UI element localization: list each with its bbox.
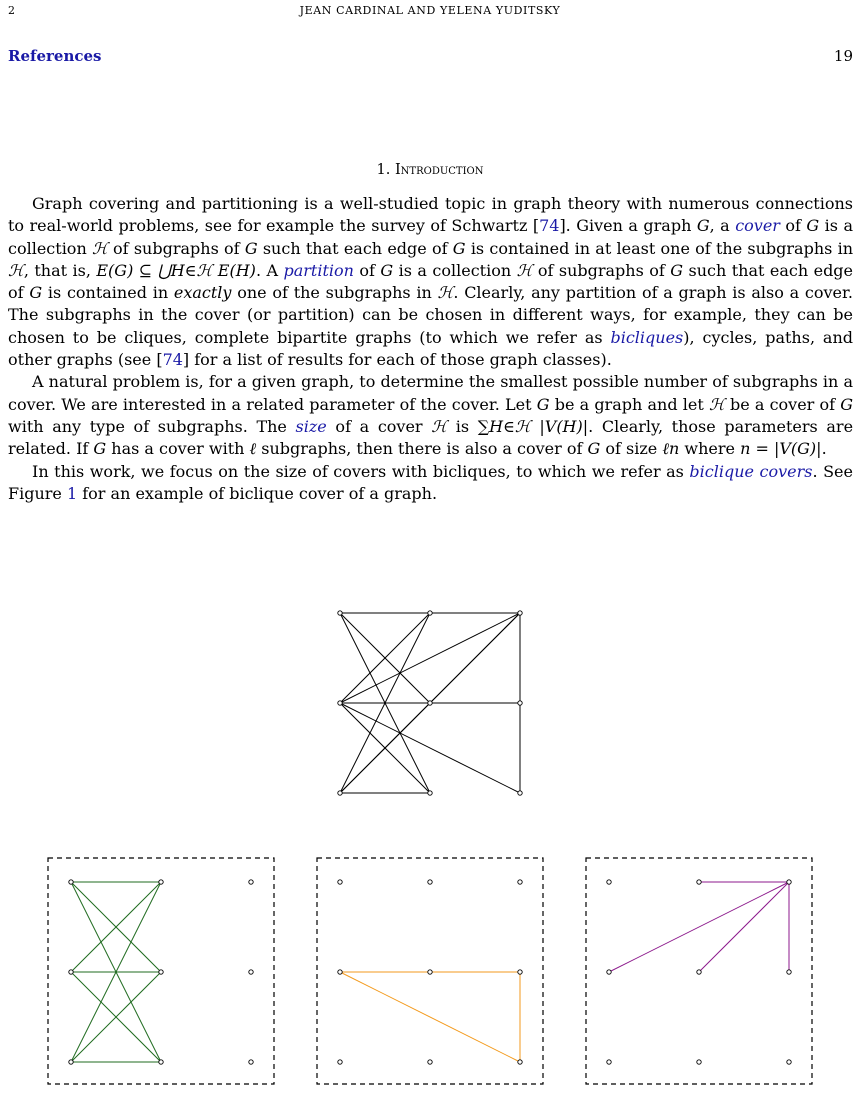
- text: . A: [255, 260, 284, 280]
- formula: ∑H∈ℋ |V(H)|: [477, 416, 589, 436]
- cover-link[interactable]: cover: [735, 216, 780, 236]
- text: subgraphs, then there is also a cover of: [256, 439, 588, 459]
- graph-vertex: [428, 611, 432, 615]
- graph-vertex: [338, 880, 342, 884]
- paragraph: [8, 371, 853, 460]
- partition-link[interactable]: partition: [283, 260, 354, 280]
- graph-vertex: [69, 880, 73, 884]
- text: . See Figure: [8, 461, 853, 503]
- graph-vertex: [338, 970, 342, 974]
- text: is: [447, 416, 478, 436]
- emphasis: exactly: [173, 283, 232, 303]
- graph-vertex: [159, 970, 163, 974]
- text: be a graph and let: [549, 394, 709, 414]
- text: is a collection: [393, 260, 517, 280]
- math: ℋ: [8, 260, 24, 280]
- text: be a cover of: [724, 394, 841, 414]
- text: of: [779, 216, 807, 236]
- math: G: [29, 283, 43, 303]
- graph-vertex: [518, 611, 522, 615]
- size-link[interactable]: size: [295, 416, 327, 436]
- graph-vertex: [787, 880, 791, 884]
- paragraph: [8, 193, 853, 371]
- text: for an example of biclique cover of a graph.: [77, 483, 438, 503]
- graph-vertex: [338, 701, 342, 705]
- citation-link[interactable]: 74: [539, 216, 560, 236]
- running-head-authors: JEAN CARDINAL AND YELENA YUDITSKY: [299, 4, 561, 17]
- formula: ℓn: [662, 439, 680, 459]
- text: of subgraphs of: [532, 260, 671, 280]
- graph-vertex: [69, 970, 73, 974]
- math: G: [806, 216, 820, 236]
- bicliques-link[interactable]: bicliques: [610, 327, 684, 347]
- biclique-cover-panel-2: [314, 855, 546, 1087]
- math: G: [696, 216, 710, 236]
- text: . Clearly, those parameters are related. If: [8, 416, 854, 459]
- graph-vertex: [607, 1060, 611, 1064]
- math: G: [244, 238, 258, 258]
- math: ℋ: [91, 238, 108, 258]
- biclique-cover-panel-1: [45, 855, 277, 1087]
- graph-vertex: [428, 791, 432, 795]
- running-head: [0, 4, 860, 20]
- graph-vertex: [428, 970, 432, 974]
- text: is contained in at least one of the subgraphs in: [465, 238, 854, 258]
- text: In this work, we focus on the size of covers with bicliques, to which we refer as: [32, 461, 690, 481]
- math: ℋ: [437, 283, 454, 303]
- graph-vertex: [338, 611, 342, 615]
- graph-vertex: [518, 880, 522, 884]
- text: ]. Given a graph: [559, 216, 697, 236]
- graph-vertex: [338, 1060, 342, 1064]
- graph-vertex: [159, 1060, 163, 1064]
- graph-vertex: [518, 791, 522, 795]
- graph-vertex: [338, 791, 342, 795]
- text: , a: [709, 216, 736, 236]
- graph-vertex: [697, 1060, 701, 1064]
- body-text: [8, 193, 853, 505]
- graph-vertex: [159, 880, 163, 884]
- text: of: [353, 260, 381, 280]
- math: ℋ: [431, 416, 448, 436]
- graph-vertex: [249, 880, 253, 884]
- main-graph-figure: [330, 603, 530, 803]
- text: .: [821, 439, 827, 459]
- graph-vertex: [518, 1060, 522, 1064]
- graph-vertex: [787, 970, 791, 974]
- text: is contained in: [42, 283, 174, 303]
- section-title: Introduction: [394, 162, 484, 178]
- math: ℓ: [249, 439, 257, 459]
- toc-references-row: [8, 47, 853, 69]
- graph-vertex: [607, 970, 611, 974]
- graph-edge: [340, 703, 520, 793]
- text: of subgraphs of: [107, 238, 245, 258]
- text: . Clearly, any partition of a graph is also a cover. The subgraphs in the cover (or partition) can be chosen in different ways, for example, they can be chosen to be cliques, complete bipartite graphs (to which we refer as: [8, 283, 853, 347]
- text: of size: [600, 439, 663, 459]
- math: G: [536, 394, 550, 414]
- references-page-number: 19: [833, 47, 853, 65]
- text: where: [679, 439, 741, 459]
- math: G: [587, 439, 601, 459]
- graph-vertex: [697, 970, 701, 974]
- graph-vertex: [428, 1060, 432, 1064]
- graph-edge: [340, 972, 520, 1062]
- math: G: [452, 238, 466, 258]
- biclique-covers-link[interactable]: biclique covers: [689, 461, 813, 481]
- graph-vertex: [69, 1060, 73, 1064]
- graph-edge: [699, 882, 789, 972]
- text: has a cover with: [106, 439, 250, 459]
- math: ℋ: [516, 260, 533, 280]
- references-link[interactable]: References: [8, 47, 102, 65]
- graph-edge: [430, 613, 520, 703]
- formula: E(G) ⊆ ⋃H∈ℋ E(H): [96, 260, 256, 280]
- graph-vertex: [518, 701, 522, 705]
- graph-vertex: [249, 1060, 253, 1064]
- math: G: [380, 260, 394, 280]
- section-heading: [0, 162, 860, 178]
- biclique-cover-panel-3: [583, 855, 815, 1087]
- text: ] for a list of results for each of those graph classes).: [182, 350, 612, 370]
- text: of a cover: [326, 416, 432, 436]
- graph-vertex: [428, 880, 432, 884]
- text: A natural problem is, for a given graph, to determine the smallest possible number of subgraphs in a cover. We are interested in a related parameter of the cover. Let: [8, 372, 853, 414]
- formula: n = |V(G)|: [740, 439, 822, 459]
- graph-vertex: [518, 970, 522, 974]
- section-number: 1.: [376, 162, 395, 178]
- text: with any type of subgraphs. The: [8, 416, 296, 436]
- text: is a collection: [8, 216, 853, 258]
- citation-link[interactable]: 74: [162, 350, 183, 370]
- graph-vertex: [428, 701, 432, 705]
- text: such that each edge of: [257, 238, 453, 258]
- graph-edge: [340, 613, 520, 703]
- text: such that each edge of: [8, 260, 854, 303]
- text: one of the subgraphs in: [231, 283, 438, 303]
- graph-vertex: [249, 970, 253, 974]
- paragraph: [8, 461, 853, 506]
- math: ℋ: [708, 394, 725, 414]
- graph-vertex: [607, 880, 611, 884]
- graph-vertex: [787, 1060, 791, 1064]
- figure-ref-link[interactable]: 1: [66, 483, 78, 503]
- math: G: [670, 260, 684, 280]
- math: G: [840, 394, 854, 414]
- text: , that is,: [23, 260, 97, 280]
- graph-edge: [609, 882, 789, 972]
- page-number: 2: [8, 4, 15, 17]
- graph-vertex: [697, 880, 701, 884]
- text: Graph covering and partitioning is a well-studied topic in graph theory with numerous connections to real-world problems, see for example the survey of Schwartz [: [8, 194, 853, 236]
- math: G: [93, 439, 107, 459]
- text: ), cycles, paths, and other graphs (see [: [8, 327, 853, 370]
